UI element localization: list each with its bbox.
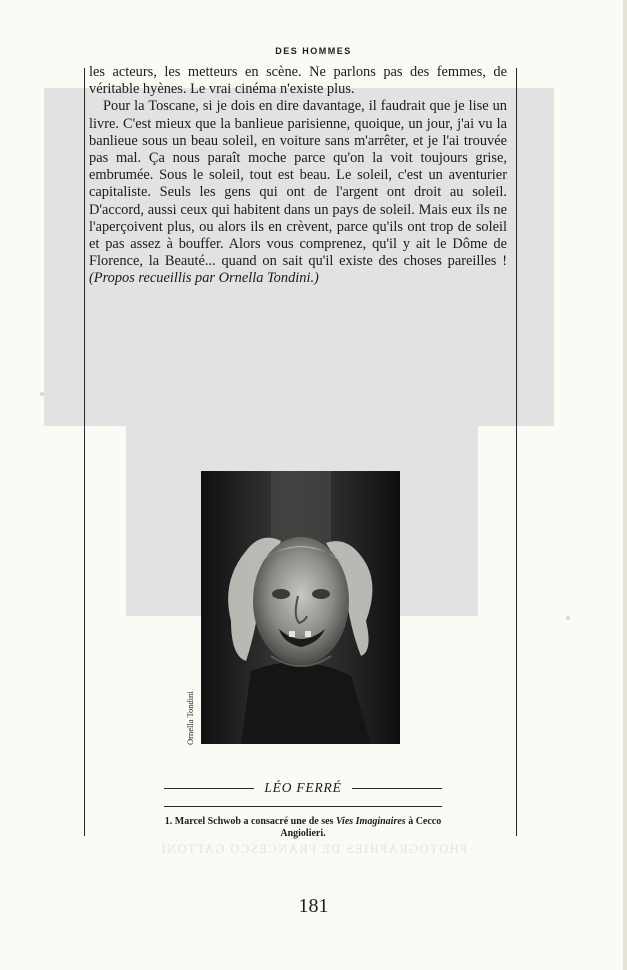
interview-credit: (Propos recueillis par Ornella Tondini.) bbox=[89, 270, 319, 287]
paragraph: les acteurs, les metteurs en scène. Ne parlons pas des femmes, de véritable hyènes. Le vrai cinéma n'existe plus. bbox=[89, 64, 507, 98]
footnote-text: 1. Marcel Schwob a consacré une de ses bbox=[164, 816, 336, 827]
caption-name: LÉO FERRÉ bbox=[264, 780, 342, 795]
bleed-through-text: PHOTOGRAPHIES DE FRANCESCO GATTONI bbox=[159, 842, 468, 856]
page-number: 181 bbox=[298, 895, 329, 917]
footnote-rule bbox=[164, 806, 442, 807]
article-body bbox=[89, 64, 507, 288]
portrait-photo bbox=[201, 471, 400, 744]
speck bbox=[40, 392, 44, 396]
speck bbox=[566, 616, 570, 620]
column-rule-right bbox=[516, 68, 517, 836]
page-edge bbox=[623, 0, 627, 970]
column-rule-left bbox=[84, 68, 85, 836]
caption-rule-right bbox=[352, 788, 442, 789]
paragraph-text: Pour la Toscane, si je dois en dire davantage, il faudrait que je lise un livre. C'est mieux que la banlieue parisienne, quoique, un jour, j'ai vu la banlieue sous un beau soleil, en voiture sans m'arrêter, et je l'ai trouvée pas mal. Ça nous paraît moche parce qu'on la voit toujours grise, embrumée. Sous le soleil, tout est beau. Le soleil, c'est un aventurier capitaliste. Seuls les gens qui ont de l'argent ont droit au soleil. D'accord, aussi ceux qui habitent dans un pays de soleil. Mais eux ils ne l'aperçoivent plus, ou alors ils en crèvent, parce qu'ils ont trop de soleil et pas assez à bouffer. Alors vous comprenez, qu'il y ait le Dôme de Florence, la Beauté... quand on sait qu'il existe des choses pareilles ! bbox=[89, 98, 507, 270]
paragraph bbox=[89, 98, 507, 287]
footnote bbox=[164, 816, 442, 839]
photo-credit-text: Ornella Tondini bbox=[185, 691, 195, 745]
running-head: DES HOMMES bbox=[275, 46, 352, 56]
footnote-text: à Cecco Angiolieri. bbox=[280, 816, 442, 839]
photo-caption bbox=[164, 778, 442, 798]
footnote-book-title: Vies Imaginaires bbox=[335, 816, 406, 827]
caption-rule-left bbox=[164, 788, 254, 789]
